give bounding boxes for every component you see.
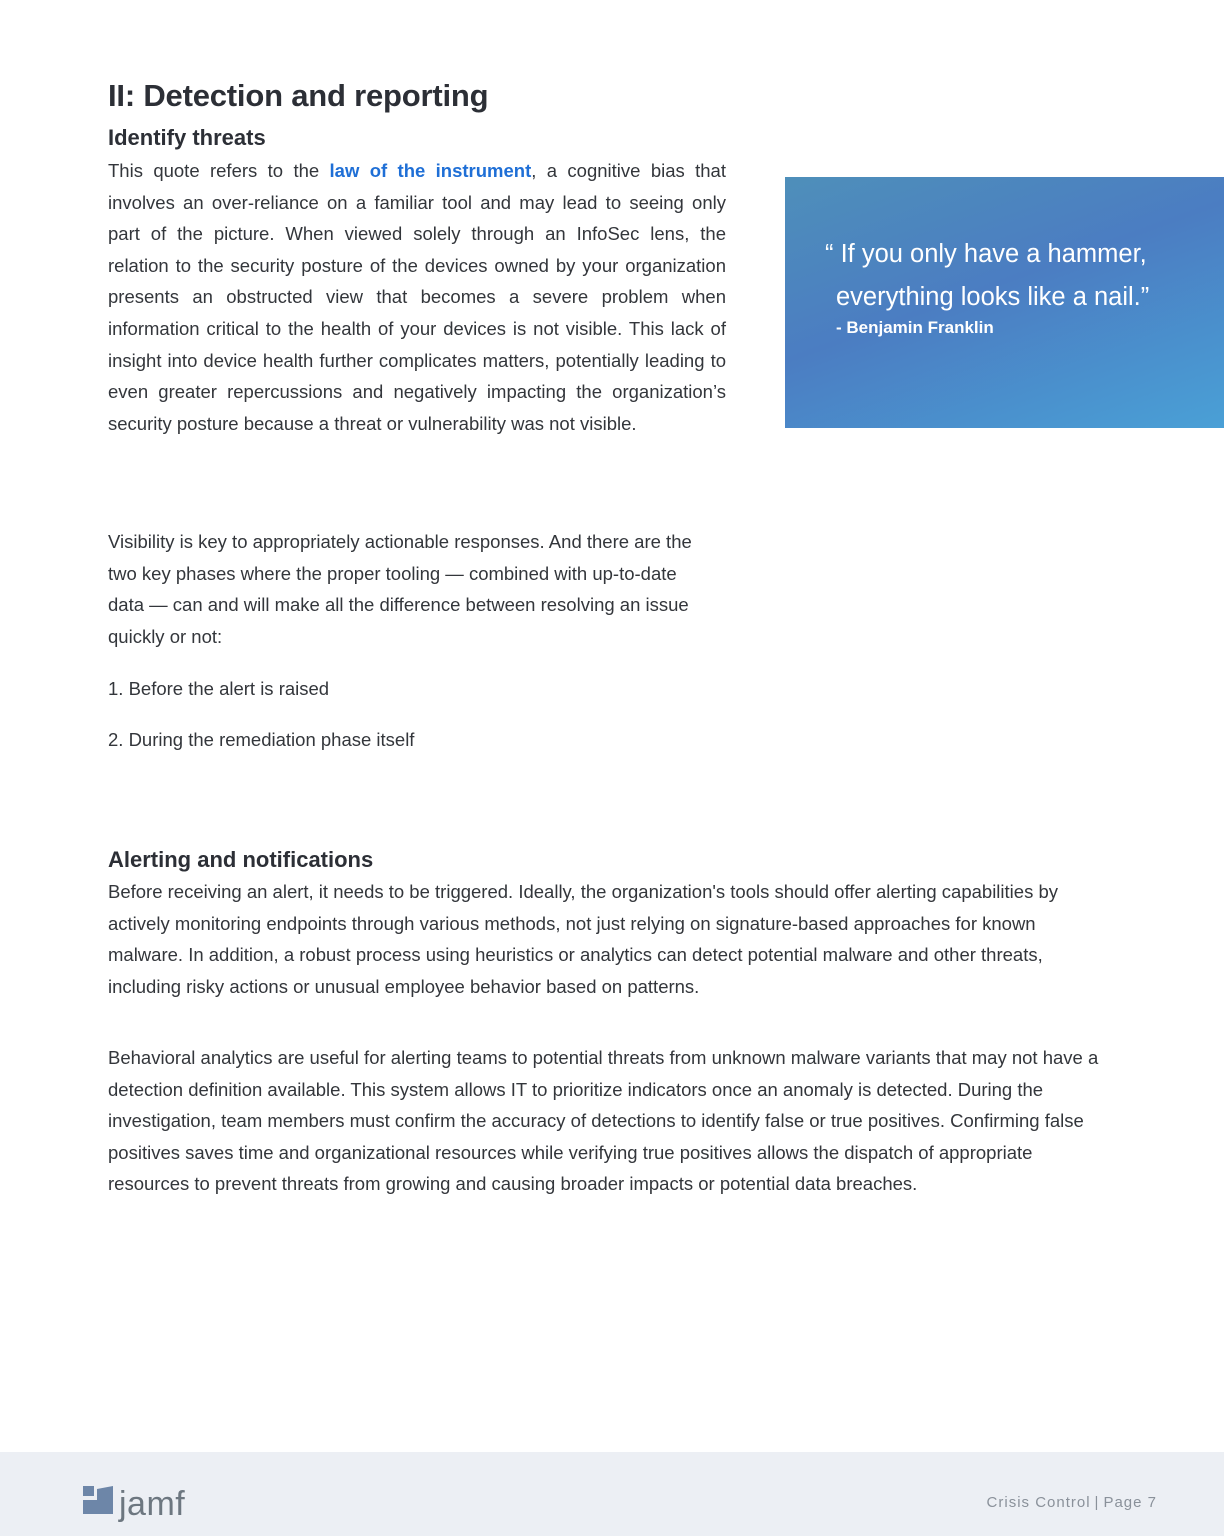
page-number: Page 7 bbox=[1103, 1494, 1157, 1511]
jamf-logo bbox=[83, 1485, 186, 1523]
jamf-wordmark: jamf bbox=[119, 1485, 186, 1523]
visibility-paragraph: Visibility is key to appropriately actionable responses. And there are the two key phases where the proper tooling — combined with up-to-date data — can and will make all the difference between resolving an issue quickly or not: bbox=[108, 531, 692, 647]
jamf-logo-icon bbox=[83, 1486, 113, 1514]
page-label bbox=[987, 1494, 1157, 1511]
footer-separator: | bbox=[1094, 1494, 1100, 1511]
identify-threats-paragraph bbox=[108, 155, 726, 439]
law-of-the-instrument-link[interactable]: law of the instrument bbox=[329, 160, 532, 181]
intro-text-before-link: This quote refers to the bbox=[108, 160, 330, 181]
quote-line-1: “ If you only have a hammer, bbox=[825, 240, 1147, 268]
quote-callout bbox=[785, 177, 1224, 428]
section-title: II: Detection and reporting bbox=[108, 78, 489, 113]
identify-threats-heading: Identify threats bbox=[108, 125, 266, 150]
phase-item-1: 1. Before the alert is raised bbox=[108, 678, 330, 699]
alerting-paragraph-2: Behavioral analytics are useful for alerting teams to potential threats from unknown malware variants that may not have a detection definition available. This system allows IT to prioritize indicators once an anomaly is detected. During the investigation, team members must confirm the accuracy of detections to identify false or true positives. Confirming false positives saves time and organizational resources while verifying true positives allows the dispatch of appropriate resources to prevent threats from growing and causing broader impacts or potential data breaches. bbox=[108, 1047, 1099, 1195]
alerting-paragraph-1: Before receiving an alert, it needs to be triggered. Ideally, the organization's tools should offer alerting capabilities by actively monitoring endpoints through various methods, not just relying on signature-based approaches for known malware. In addition, a robust process using heuristics or analytics can detect potential malware and other threats, including risky actions or unusual employee behavior based on patterns. bbox=[108, 881, 1058, 997]
quote-author: - Benjamin Franklin bbox=[836, 318, 994, 337]
intro-text-after-link: , a cognitive bias that involves an over-reliance on a familiar tool and may lead to seeing only part of the picture. When viewed solely through an InfoSec lens, the relation to the security posture of the devices owned by your organization presents an obstructed view that becomes a severe problem when information critical to the health of your devices is not visible. This lack of insight into device health further complicates matters, potentially leading to even greater repercussions and negatively impacting the organization’s security posture because a threat or vulnerability was not visible. bbox=[108, 160, 726, 434]
quote-text bbox=[825, 233, 1149, 319]
phase-item-2: 2. During the remediation phase itself bbox=[108, 729, 415, 750]
quote-line-2: everything looks like a nail.” bbox=[836, 283, 1150, 311]
alerting-heading: Alerting and notifications bbox=[108, 847, 374, 872]
document-name: Crisis Control bbox=[986, 1494, 1091, 1511]
